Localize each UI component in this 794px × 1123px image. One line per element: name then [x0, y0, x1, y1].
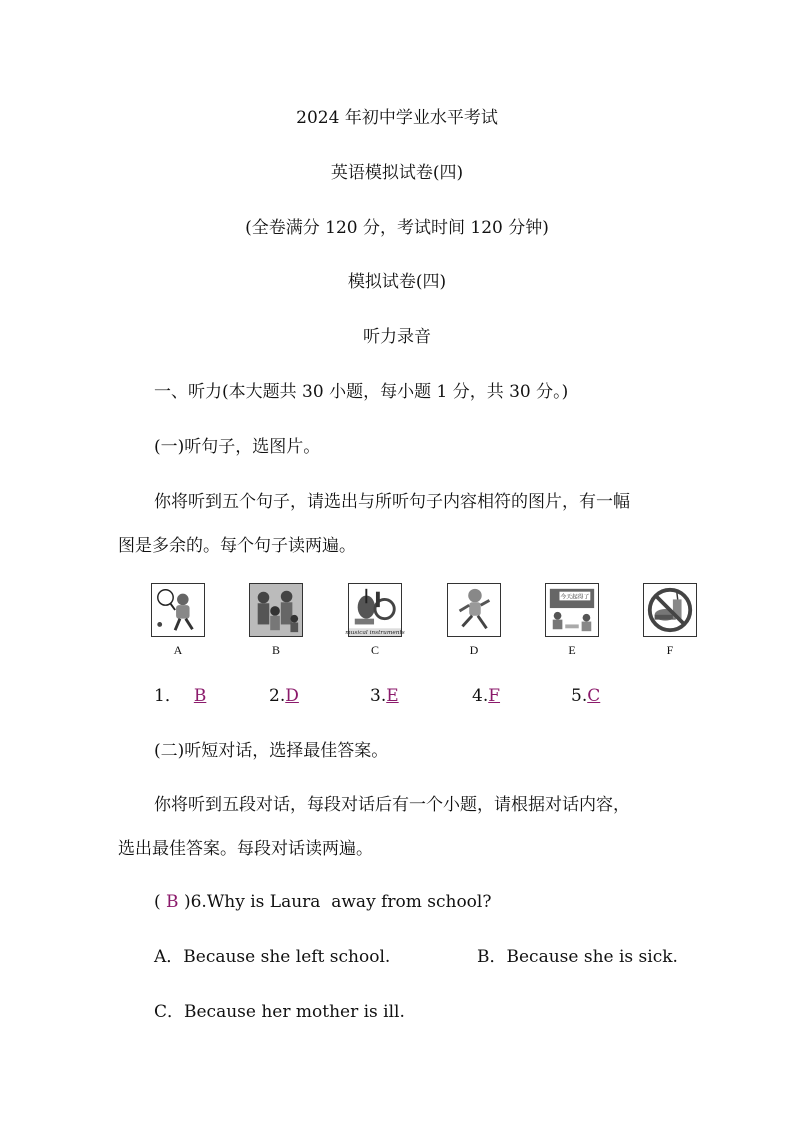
family-group-icon	[250, 584, 302, 636]
picture-e	[545, 583, 599, 637]
sub2-instruction-line1: 你将听到五段对话，每段对话后有一个小题，请根据对话内容，	[154, 795, 630, 815]
answer-number: 3.	[370, 686, 387, 706]
answer-number: 5.	[571, 686, 588, 706]
picture-d	[447, 583, 501, 637]
paper-title-repeat: 模拟试卷(四)	[347, 272, 447, 292]
board-text: 今天起得了	[560, 594, 590, 601]
no-junk-food-icon	[644, 584, 696, 636]
classroom-board-icon	[546, 584, 598, 636]
running-boy-icon	[448, 584, 500, 636]
answer-number: 1．	[154, 686, 182, 706]
q6-option-b: B．Because she is sick.	[477, 947, 678, 967]
q6-option-c: C．Because her mother is ill.	[154, 1002, 405, 1022]
part-one-heading: 一、听力(本大题共 30 小题，每小题 1 分，共 30 分。)	[154, 382, 569, 402]
exam-title: 2024 年初中学业水平考试	[296, 108, 498, 128]
picture-a	[151, 583, 205, 637]
picture-f-label: F	[666, 643, 674, 657]
picture-c	[345, 583, 405, 637]
q6-option-a: A．Because she left school.	[154, 947, 391, 967]
answer-item	[370, 684, 399, 708]
answer-item	[269, 684, 299, 708]
picture-e-label: E	[568, 643, 576, 657]
score-note: (全卷满分 120 分，考试时间 120 分钟)	[245, 218, 549, 238]
picture-a-label: A	[173, 643, 183, 657]
q6-open-paren: (	[154, 892, 161, 912]
instruments-caption: musical instruments	[345, 630, 405, 637]
answer-item	[154, 684, 206, 708]
q6-answer: B	[166, 892, 179, 912]
answer-letter: D	[285, 686, 299, 706]
picture-c-label: C	[370, 643, 379, 657]
section-name: 听力录音	[363, 327, 431, 347]
q6-stem: 6.Why is Laura away from school?	[190, 892, 492, 912]
picture-b-label: B	[271, 643, 280, 657]
tennis-player-icon	[152, 584, 204, 636]
musical-instruments-icon	[345, 584, 405, 637]
answer-item	[472, 684, 500, 708]
answer-letter: B	[193, 686, 207, 706]
question-6	[154, 890, 491, 914]
answer-letter: C	[587, 686, 601, 706]
picture-b	[249, 583, 303, 637]
answer-item	[571, 684, 600, 708]
answer-number: 2.	[269, 686, 286, 706]
sub1-instruction-line2: 图是多余的。每个句子读两遍。	[118, 536, 356, 556]
paper-title: 英语模拟试卷(四)	[330, 163, 464, 183]
sub1-heading: (一)听句子，选图片。	[154, 437, 321, 457]
sub1-instruction-line1: 你将听到五个句子，请选出与所听句子内容相符的图片，有一幅	[154, 492, 630, 512]
answer-letter: F	[488, 686, 501, 706]
picture-d-label: D	[469, 643, 479, 657]
answer-number: 4.	[472, 686, 489, 706]
q6-close-paren: )	[183, 892, 191, 912]
answer-letter: E	[386, 686, 399, 706]
picture-f	[643, 583, 697, 637]
sub2-heading: (二)听短对话，选择最佳答案。	[154, 741, 389, 761]
sub2-instruction-line2: 选出最佳答案。每段对话读两遍。	[118, 839, 373, 859]
